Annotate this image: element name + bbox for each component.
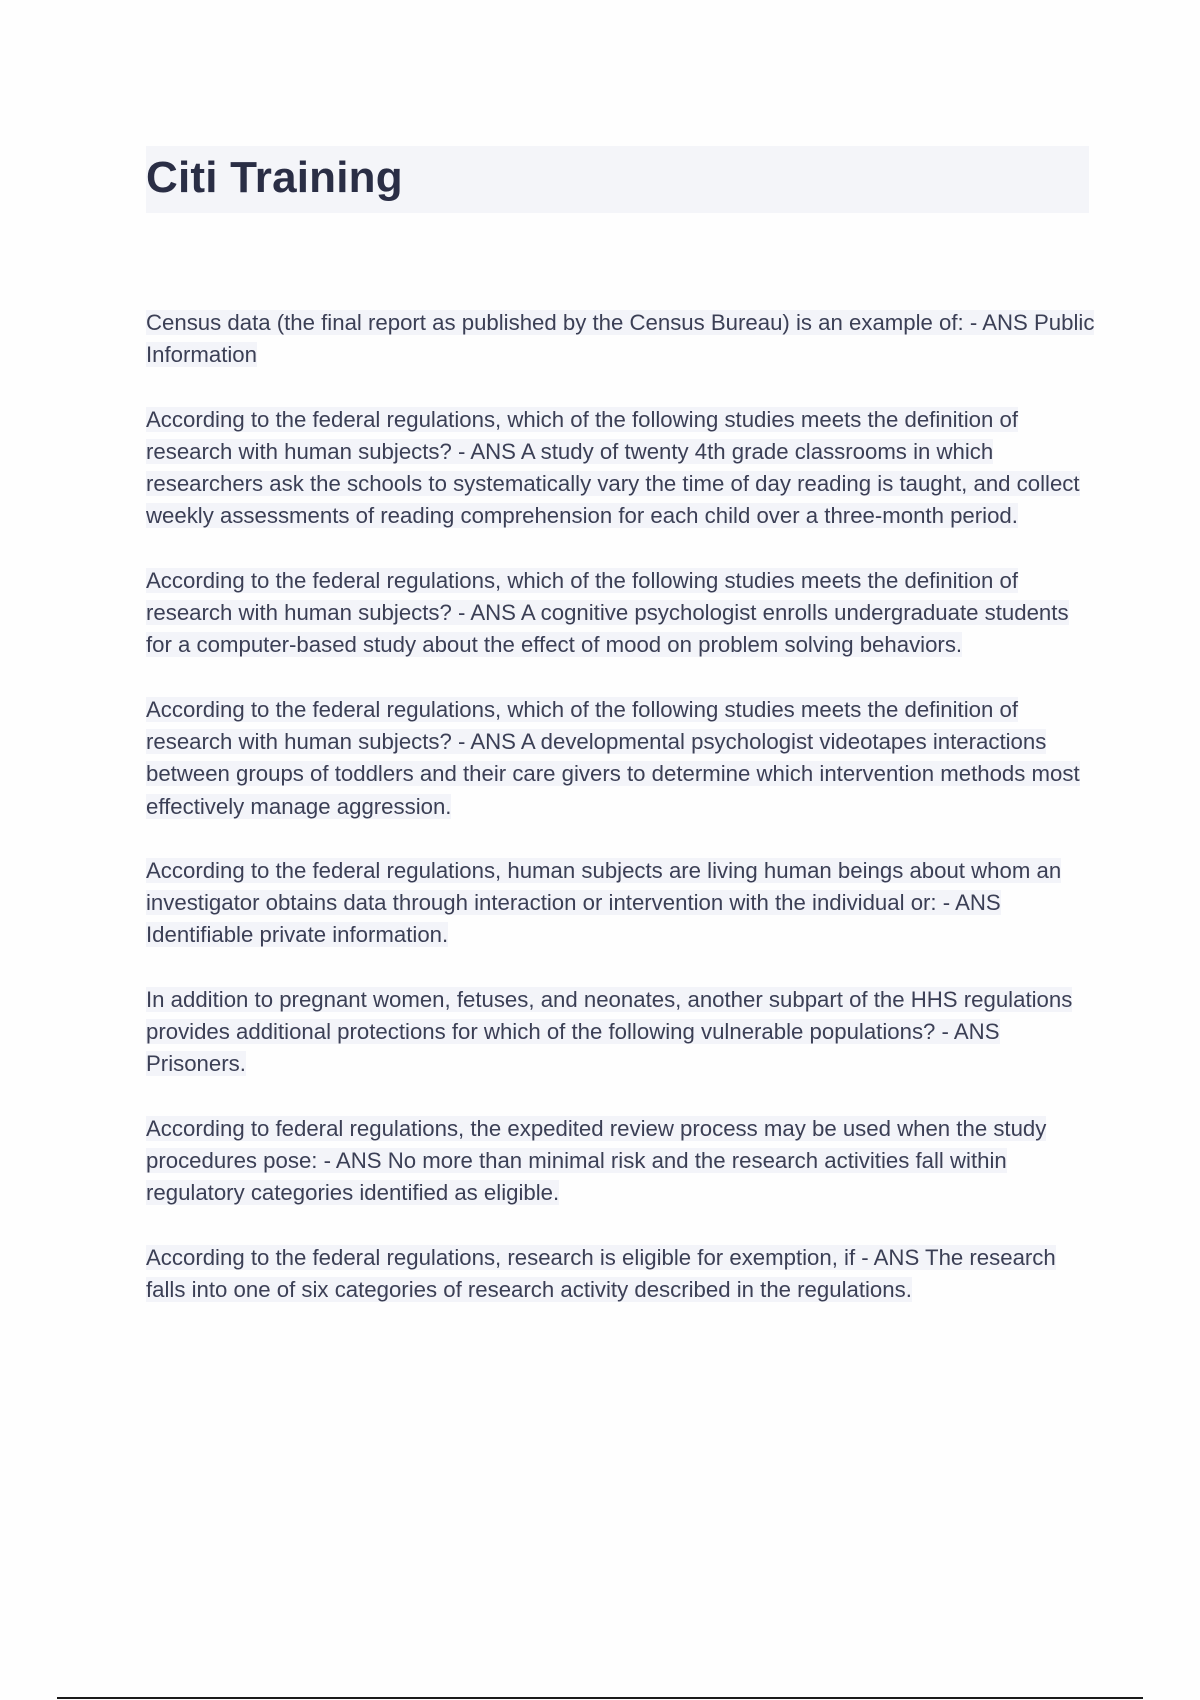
qa-item-2 [146, 404, 1096, 533]
qa-item-8 [146, 1242, 1096, 1307]
qa-item-text: Census data (the final report as published by the Census Bureau) is an example of: - ANS Public Information [146, 310, 1095, 368]
qa-item-5 [146, 855, 1096, 952]
qa-item-text: According to federal regulations, the expedited review process may be used when the study procedures pose: - ANS No more than minimal risk and the research activities fall within regulatory categories identified as eligible. [146, 1115, 1047, 1206]
qa-item-text: According to the federal regulations, human subjects are living human beings about whom an investigator obtains data through interaction or intervention with the individual or: - ANS Identifiable private information. [146, 857, 1062, 948]
qa-item-text: According to the federal regulations, which of the following studies meets the definition of research with human subjects? - ANS A study of twenty 4th grade classrooms in which researchers ask the schools to systematically vary the time of day reading is taught, and collect weekly assessments of reading comprehension for each child over a three-month period. [146, 406, 1080, 529]
title-block [146, 146, 1089, 213]
qa-item-4 [146, 694, 1096, 823]
qa-item-text: According to the federal regulations, which of the following studies meets the definition of research with human subjects? - ANS A developmental psychologist videotapes interactions between groups of toddlers and their care givers to determine which intervention methods most effectively manage aggression. [146, 696, 1080, 819]
qa-item-text: In addition to pregnant women, fetuses, and neonates, another subpart of the HHS regulations provides additional protections for which of the following vulnerable populations? - ANS Prisoners. [146, 986, 1073, 1077]
qa-item-3 [146, 565, 1096, 662]
qa-item-text: According to the federal regulations, which of the following studies meets the definition of research with human subjects? - ANS A cognitive psychologist enrolls undergraduate students for a computer-based study about the effect of mood on problem solving behaviors. [146, 567, 1069, 658]
qa-item-7 [146, 1113, 1096, 1210]
page-title: Citi Training [146, 153, 403, 202]
qa-item-text: According to the federal regulations, research is eligible for exemption, if - ANS The research falls into one of six categories of research activity described in the regulations. [146, 1244, 1056, 1302]
qa-list [146, 307, 1096, 1338]
footer-divider [57, 1697, 1143, 1699]
qa-item-1 [146, 307, 1096, 372]
qa-item-6 [146, 984, 1096, 1081]
